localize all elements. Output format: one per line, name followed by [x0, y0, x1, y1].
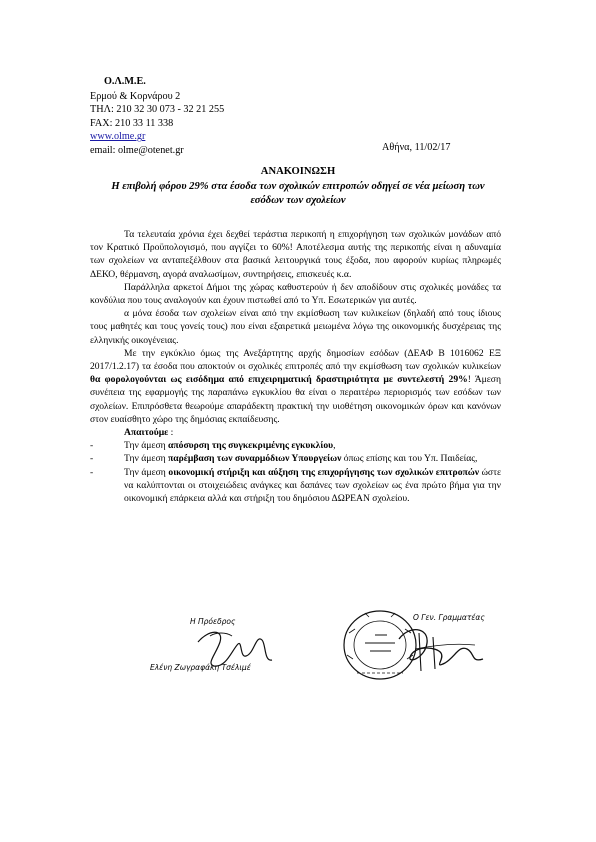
- demand-2-emphasis: παρέμβαση των συναρμόδιων Υπουργείων: [168, 453, 342, 465]
- paragraph-4: [90, 347, 501, 426]
- demand-item: [90, 439, 501, 452]
- fax: FAX: 210 33 11 338: [90, 117, 174, 129]
- demand-1-emphasis: απόσυρση της συγκεκριμένης εγκυκλίου: [168, 440, 334, 452]
- website-link[interactable]: www.olme.gr: [90, 131, 146, 143]
- president-label: Η Πρόεδρος: [190, 617, 236, 626]
- demand-1-text: Την άμεση: [124, 440, 169, 452]
- address: Ερμού & Κορνάρου 2: [90, 90, 181, 102]
- date: Αθήνα, 11/02/17: [382, 142, 451, 153]
- document-subtitle: Η επιβολή φόρου 29% στα έσοδα των σχολικών επιτροπών οδηγεί σε νέα μείωση των εσόδων των σχολείων: [111, 181, 485, 206]
- bullet-dash: -: [90, 440, 94, 452]
- secretary-label: Ο Γεν. Γραμματέας: [413, 613, 485, 622]
- letterhead: [90, 75, 224, 158]
- demand-item: [90, 452, 501, 465]
- document-title: ΑΝΑΚΟΙΝΩΣΗ: [260, 166, 336, 177]
- paragraph-4-text: Με την εγκύκλιο όμως της Ανεξάρτητης αρχής δημοσίων εσόδων (ΔΕΑΦ Β 1016062 ΕΞ 2017/1.2.17) τα έσοδα που αποκτούν οι σχολικές επιτροπές από την εκμίσθωση των σχολικών κυλικείων: [90, 347, 501, 373]
- demand-2-text: Την άμεση: [124, 453, 169, 465]
- paragraph-3: α μόνα έσοδα των σχολείων είναι από την εκμίσθωση των κυλικείων (δηλαδή από τους ίδιους τους μαθητές και τους γονείς τους) που είναι εξαιρετικά μειωμένα λόγω της οικονομικής δυσχέρειας της ελληνικής οικογένειας.: [90, 308, 501, 346]
- bullet-dash: -: [90, 453, 94, 465]
- demand-2-end: όπως επίσης και του Υπ. Παιδείας,: [341, 453, 478, 465]
- paragraph-2: Παράλληλα αρκετοί Δήμοι της χώρας καθυστερούν ή δεν αποδίδουν στις σχολικές μονάδες τα κονδύλια που τους αναλογούν και έχουν πιστωθεί από το Υπ. Εσωτερικών για αυτές.: [90, 281, 501, 307]
- demand-3-text: Την άμεση: [124, 466, 169, 478]
- demands-heading: [90, 426, 501, 439]
- demand-item: [90, 466, 501, 506]
- demand-3-emphasis: οικονομική στήριξη και αύξηση της επιχορήγησης των σχολικών επιτροπών: [168, 466, 480, 478]
- bullet-dash: -: [90, 466, 94, 478]
- demands-colon: :: [168, 427, 174, 439]
- signature-block: [120, 605, 510, 685]
- phone: ΤΗΛ: 210 32 30 073 - 32 21 255: [90, 104, 225, 116]
- demands-label: Απαιτούμε: [124, 427, 169, 439]
- paragraph-4-emphasis: θα φορολογούνται ως εισόδημα από επιχειρηματική δραστηριότητα με συντελεστή 29%: [90, 374, 468, 386]
- president-name: Ελένη Ζωγραφάκη Τσέλιμέ: [150, 663, 251, 672]
- demand-1-end: ,: [333, 440, 336, 452]
- paragraph-1: Τα τελευταία χρόνια έχει δεχθεί τεράστια περικοπή η επιχορήγηση των σχολικών μονάδων από τον Κρατικό Προϋπολογισμό, που αγγίζει το 60%! Αποτέλεσμα αυτής της περικοπής είναι η αδυναμία των σχολείων να ανταπεξέλθουν στα βασικά λειτουργικά τους έξοδα, που αφορούν κυρίως πληρωμές ΔΕΚΟ, θέρμανση, αγορά αναλωσίμων, συντηρήσεις, επισκευές κ.α.: [90, 229, 501, 280]
- demand-3-end: ώστε να καλύπτονται οι στοιχειώδεις ανάγκες και δαπάνες των σχολείων ως ένα πρώτο βήμα για την οικονομική επάρκεια αλλά και στήριξη του δημόσιου ΔΩΡΕΑΝ σχολείου.: [124, 466, 501, 505]
- email: email: olme@otenet.gr: [90, 144, 184, 156]
- organization-name: Ο.Λ.Μ.Ε.: [104, 76, 146, 87]
- paragraph-4-text-end: ! Άμεση συνέπεια της εφαρμογής της παραπάνω εγκυκλίου θα είναι ο περαιτέρω περιορισμός των εσόδων των σχολείων. Επιπρόσθετα θεωρούμε απαράδεκτη πρακτική την υιοθέτηση οικονομικών όρων και κανόνων στον ευαίσθητο χώρο της δημόσιας εκπαίδευσης.: [90, 374, 501, 425]
- secretary-signature: [375, 619, 505, 679]
- announcement-body: [90, 222, 501, 505]
